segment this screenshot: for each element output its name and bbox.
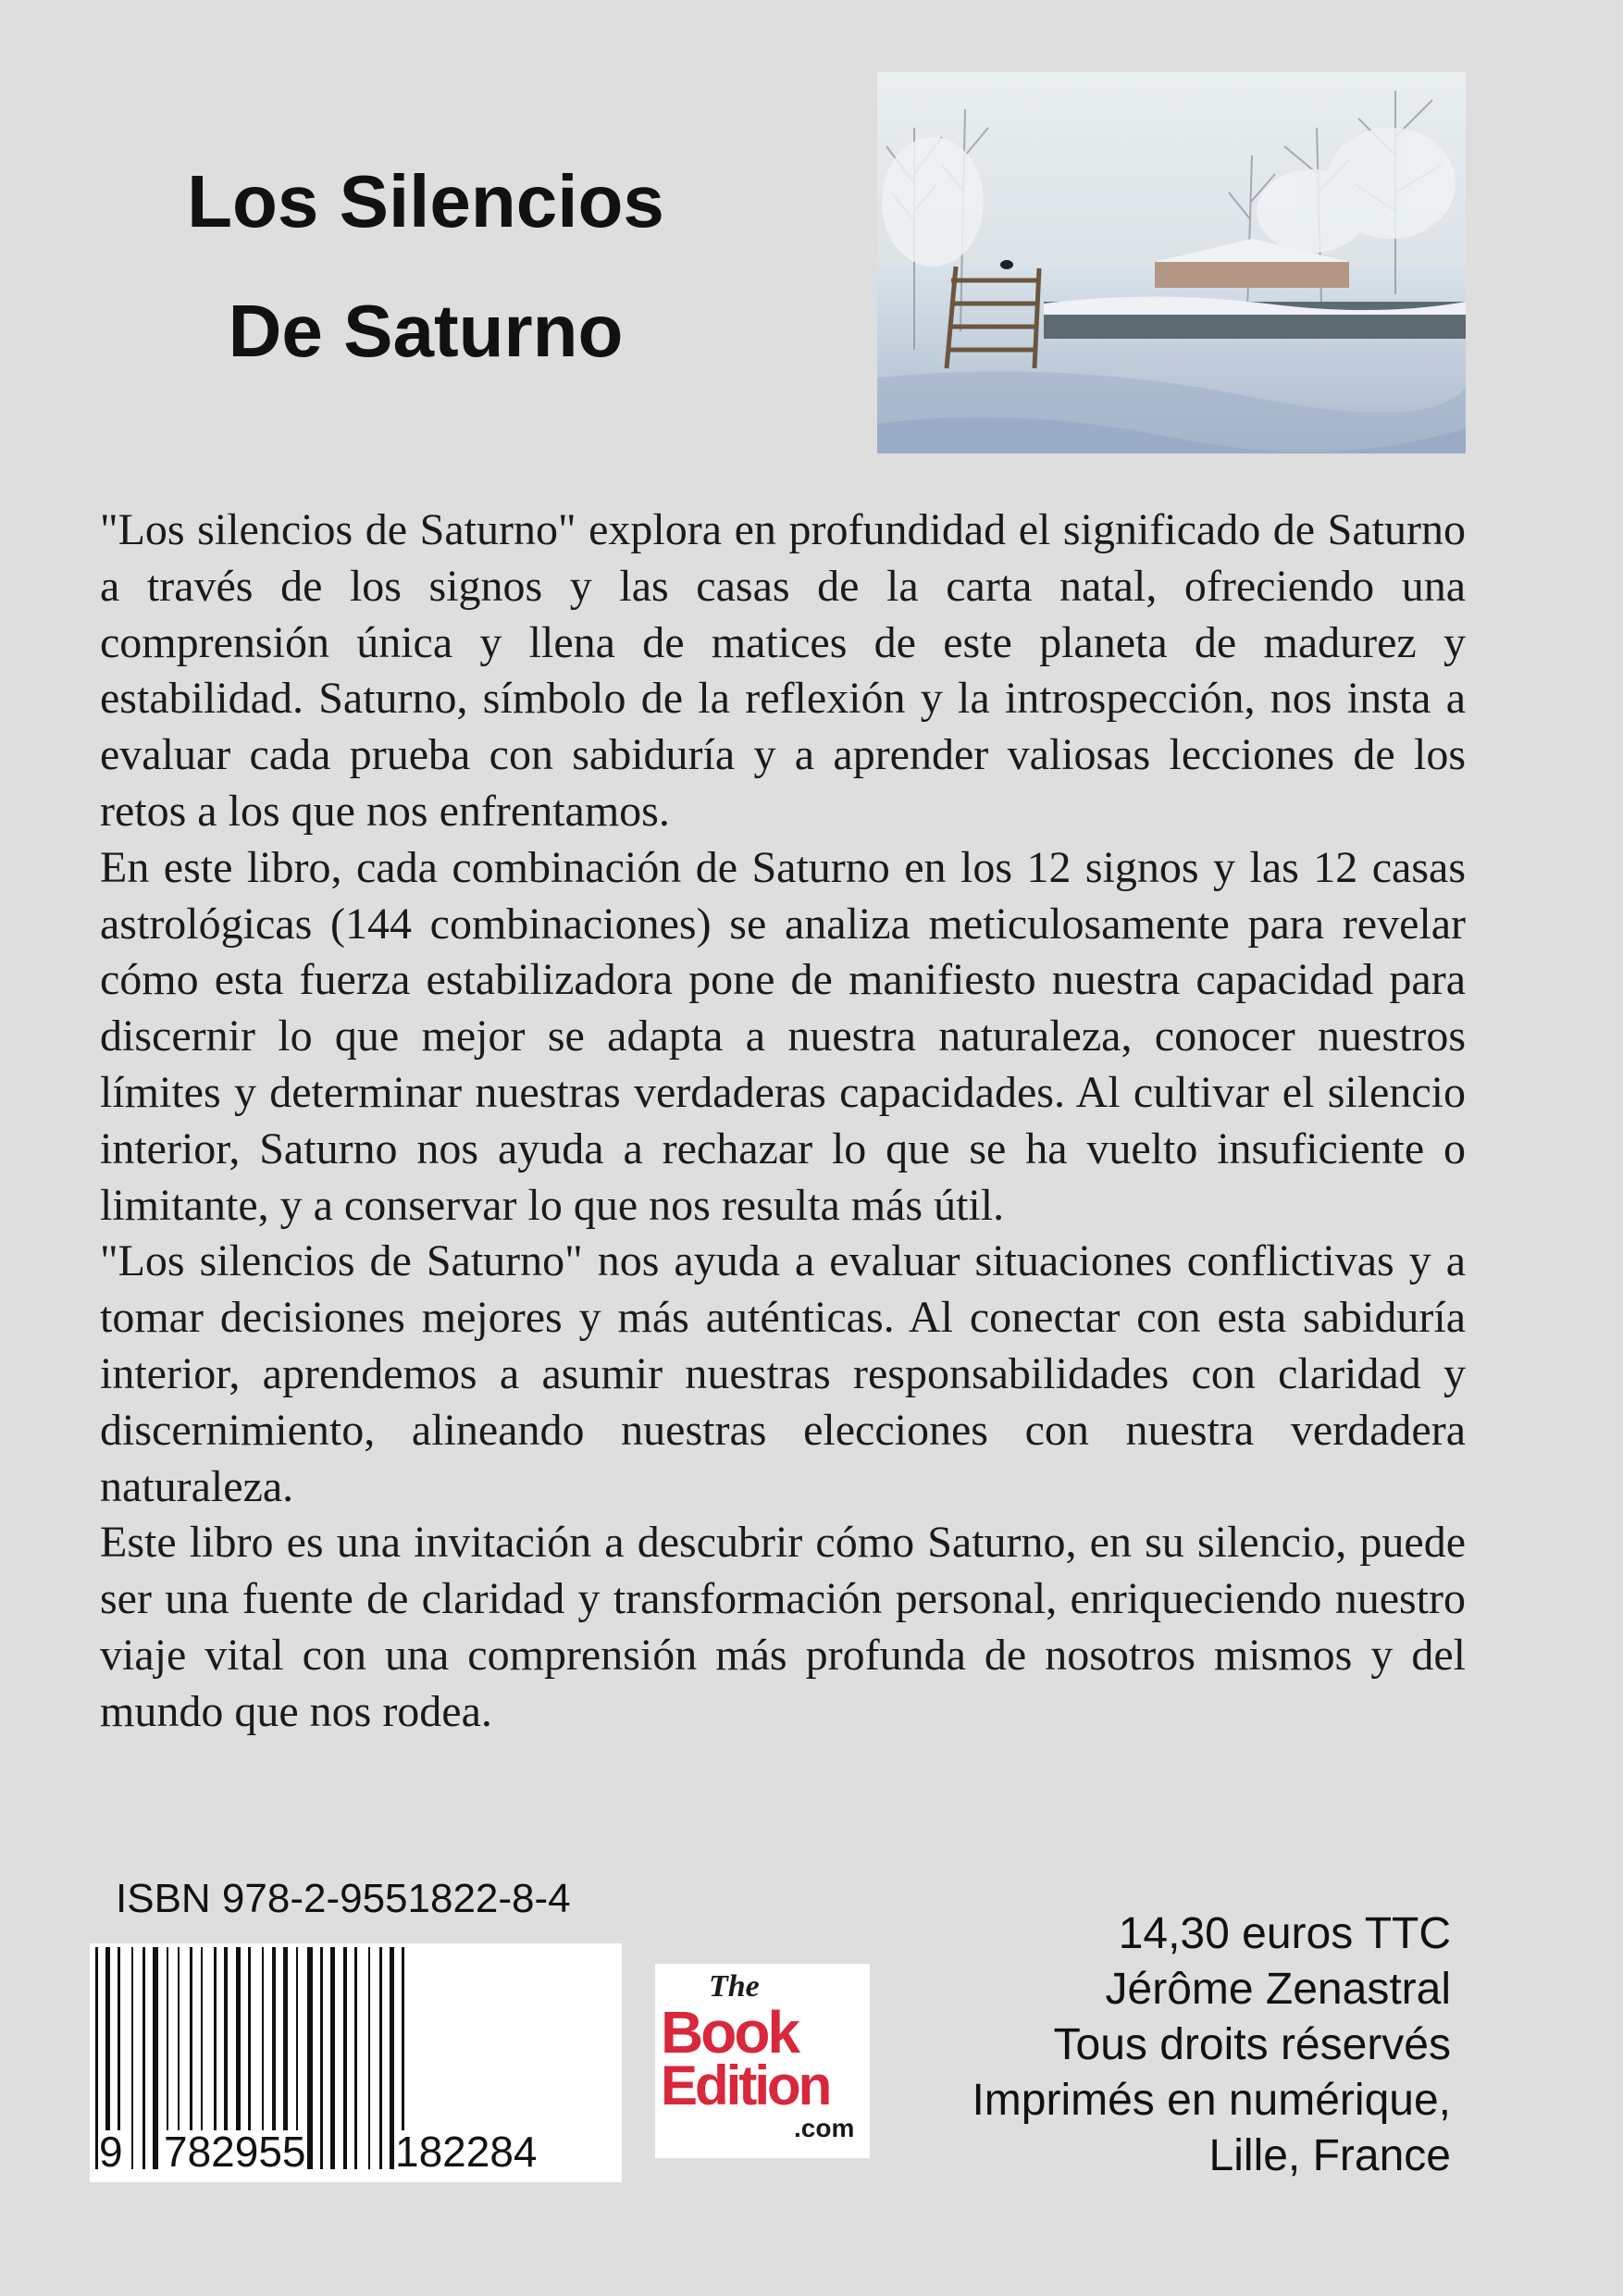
- barcode-digit-first: 9: [99, 2128, 123, 2176]
- book-title-line-1: Los Silencios: [187, 160, 664, 242]
- barcode-bar: [390, 1947, 394, 2169]
- logo-edition: Edition: [661, 2054, 830, 2116]
- printing-text: Imprimés en numérique,: [972, 2076, 1451, 2125]
- barcode-bar: [95, 1947, 98, 2169]
- imprint-block: [803, 1906, 1451, 2184]
- rights-text: Tous droits réservés: [1053, 2020, 1451, 2069]
- blurb-paragraph-3: "Los silencios de Saturno" nos ayuda a evaluar situaciones conflictivas y a tomar decisiones mejores y más auténticas. Al conectar con esta sabiduría interior, aprendemos a asumir nuestras responsabilidades con claridad y discernimiento, alineando nuestras elecciones con nuestra verdadera naturaleza.: [100, 1236, 1466, 1511]
- barcode-bar: [307, 1947, 313, 2169]
- barcode-bar: [379, 1947, 382, 2169]
- barcode-bar: [142, 1947, 145, 2169]
- barcode-bar: [330, 1947, 335, 2169]
- back-cover-blurb: [100, 503, 1466, 1741]
- isbn-barcode: [90, 1943, 622, 2182]
- barcode-bar: [320, 1947, 323, 2169]
- logo-the: The: [709, 1969, 760, 2004]
- book-title-line-2: De Saturno: [228, 290, 624, 372]
- isbn-label: ISBN 978-2-9551822-8-4: [116, 1876, 571, 1921]
- barcode-digits-left: 782955: [164, 2128, 306, 2176]
- logo-book: Book: [661, 1999, 798, 2066]
- blurb-paragraph-2: En este libro, cada combinación de Saturno en los 12 signos y las 12 casas astrológicas (144 combinaciones) se analiza meticulosamente para revelar cómo esta fuerza estabilizadora pone de manifiesto nuestra capacidad para discernir lo que mejor se adapta a nuestra naturaleza, conocer nuestros límites y determinar nuestras verdaderas capacidades. Al cultivar el silencio interior, Saturno nos ayuda a rechazar lo que se ha vuelto insuficiente o limitante, y a conservar lo que nos resulta más útil.: [100, 842, 1466, 1230]
- barcode-bar: [368, 1947, 370, 2169]
- blurb-paragraph-1: "Los silencios de Saturno" explora en profundidad el significado de Saturno a través de los signos y las casas de la carta natal, ofreciendo una comprensión única y llena de matices de este planeta de madurez y estabilidad. Saturno, símbolo de la reflexión y la introspección, nos insta a evaluar cada prueba con sabiduría y a aprender valiosas lecciones de los retos a los que nos enfrentamos.: [100, 505, 1466, 836]
- author-name: Jérôme Zenastral: [1105, 1965, 1451, 2014]
- cover-painting: [877, 72, 1466, 453]
- barcode-bar: [153, 1947, 158, 2169]
- blurb-paragraph-4: Este libro es una invitación a descubrir cómo Saturno, en su silencio, puede ser una fuente de claridad y transformación personal, enriqueciendo nuestro viaje vital con una comprensión más profunda de nosotros mismos y del mundo que nos rodea.: [100, 1518, 1466, 1736]
- barcode-bar: [354, 1947, 357, 2169]
- logo-com: .com: [794, 2114, 855, 2142]
- barcode-bar: [131, 1947, 133, 2169]
- price-text: 14,30 euros TTC: [1118, 1909, 1451, 1958]
- snow-landscape-image: [877, 72, 1466, 453]
- barcode-bar: [343, 1947, 347, 2169]
- printing-place: Lille, France: [1208, 2131, 1451, 2180]
- barcode-digits-right: 182284: [395, 2128, 538, 2176]
